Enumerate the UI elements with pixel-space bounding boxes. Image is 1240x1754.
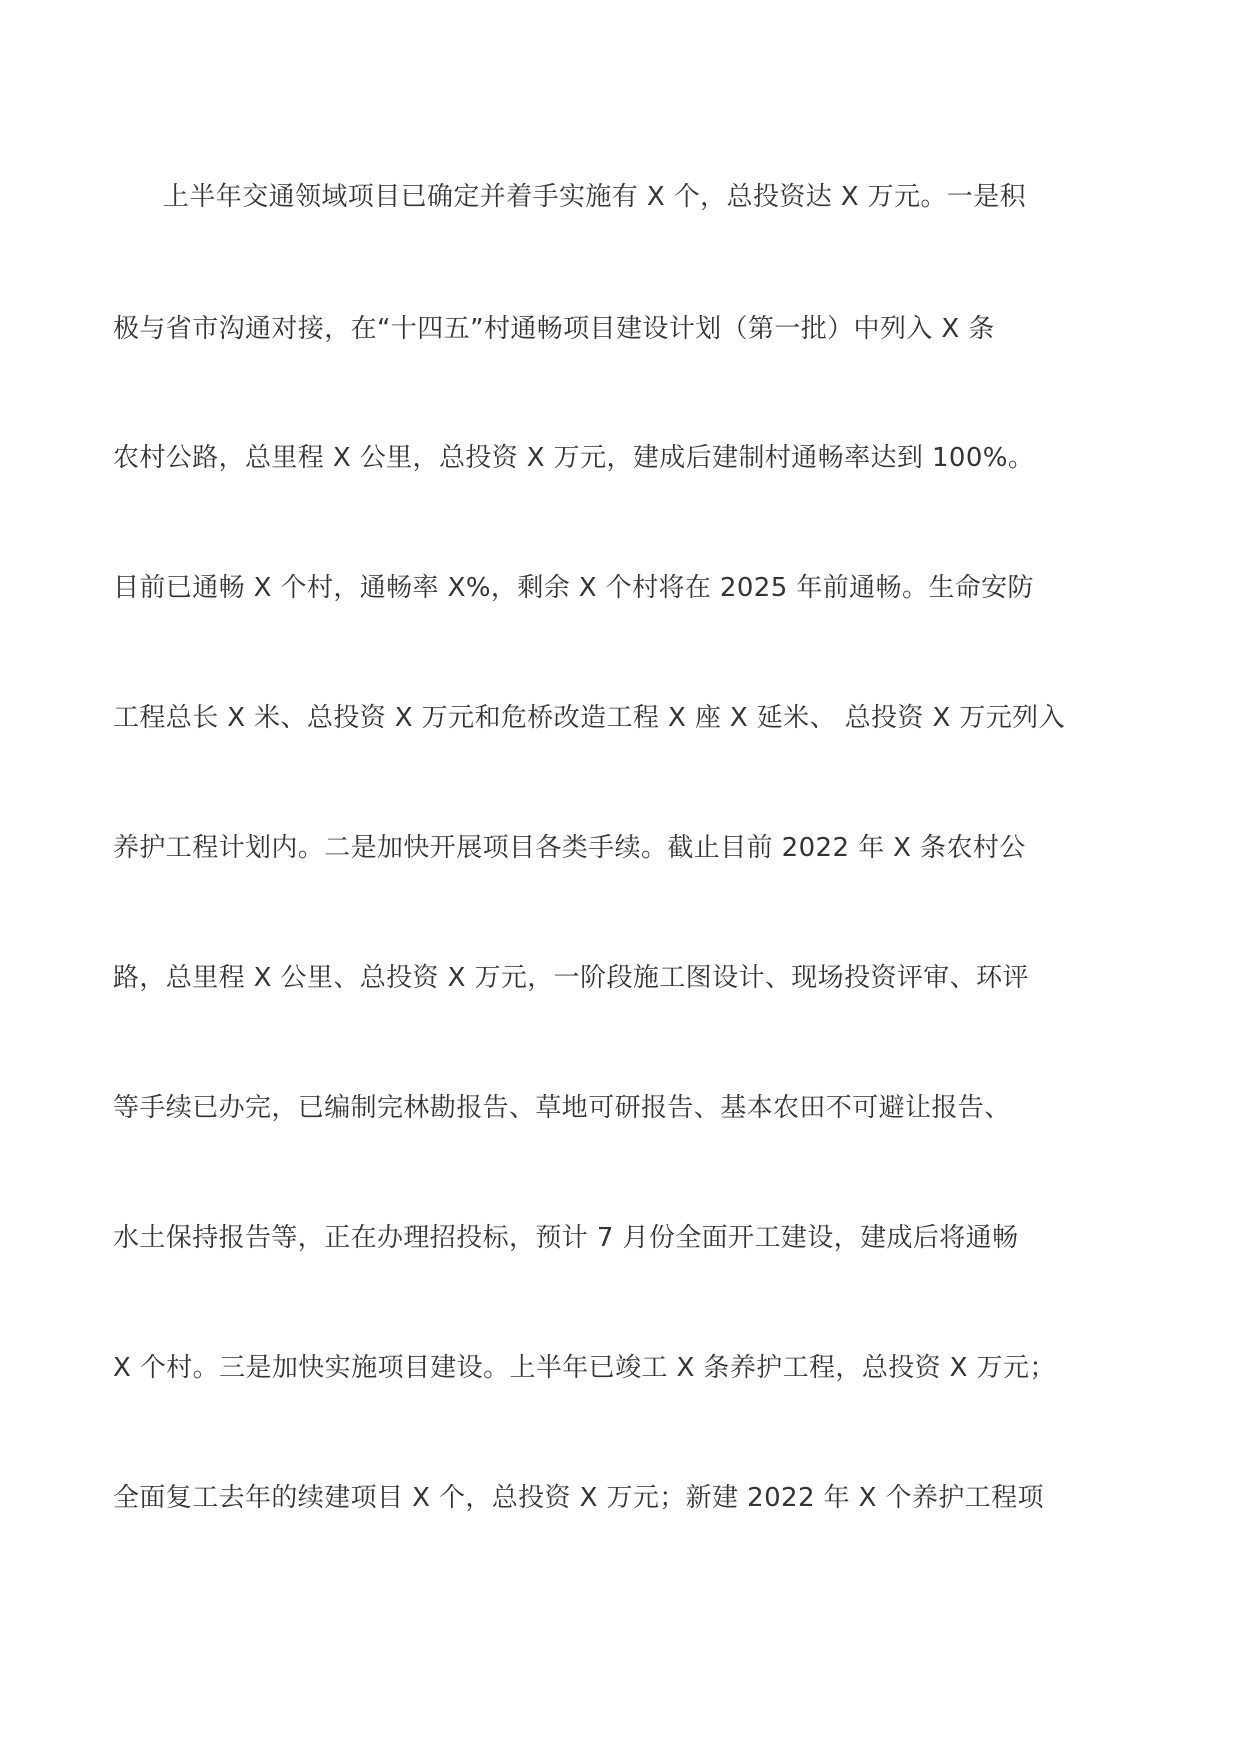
paragraph-line-2: 极与省市沟通对接，在“十四五”村通畅项目建设计划（第一批）中列入 X 条 — [113, 314, 995, 344]
paragraph-line-1: 上半年交通领域项目已确定并着手实施有 X 个，总投资达 X 万元。一是积 — [163, 182, 1027, 212]
paragraph-line-5: 工程总长 X 米、总投资 X 万元和危桥改造工程 X 座 X 延米、 总投资 X 万元列入 — [113, 703, 1065, 733]
paragraph-line-7: 路，总里程 X 公里、总投资 X 万元，一阶段施工图设计、现场投资评审、环评 — [113, 963, 1029, 993]
paragraph-line-3: 农村公路，总里程 X 公里，总投资 X 万元，建成后建制村通畅率达到 100%。 — [113, 443, 1035, 473]
paragraph-line-9: 水土保持报告等，正在办理招投标，预计 7 月份全面开工建设，建成后将通畅 — [113, 1223, 1019, 1253]
paragraph-line-8: 等手续已办完，已编制完林勘报告、草地可研报告、基本农田不可避让报告、 — [113, 1093, 1011, 1123]
paragraph-line-6: 养护工程计划内。二是加快开展项目各类手续。截止目前 2022 年 X 条农村公 — [113, 833, 1026, 863]
paragraph-line-4: 目前已通畅 X 个村，通畅率 X%，剩余 X 个村将在 2025 年前通畅。生命安防 — [113, 573, 1034, 603]
paragraph-line-11: 全面复工去年的续建项目 X 个，总投资 X 万元；新建 2022 年 X 个养护工程项 — [113, 1483, 1044, 1513]
paragraph-line-10: X 个村。三是加快实施项目建设。上半年已竣工 X 条养护工程，总投资 X 万元； — [113, 1353, 1056, 1383]
